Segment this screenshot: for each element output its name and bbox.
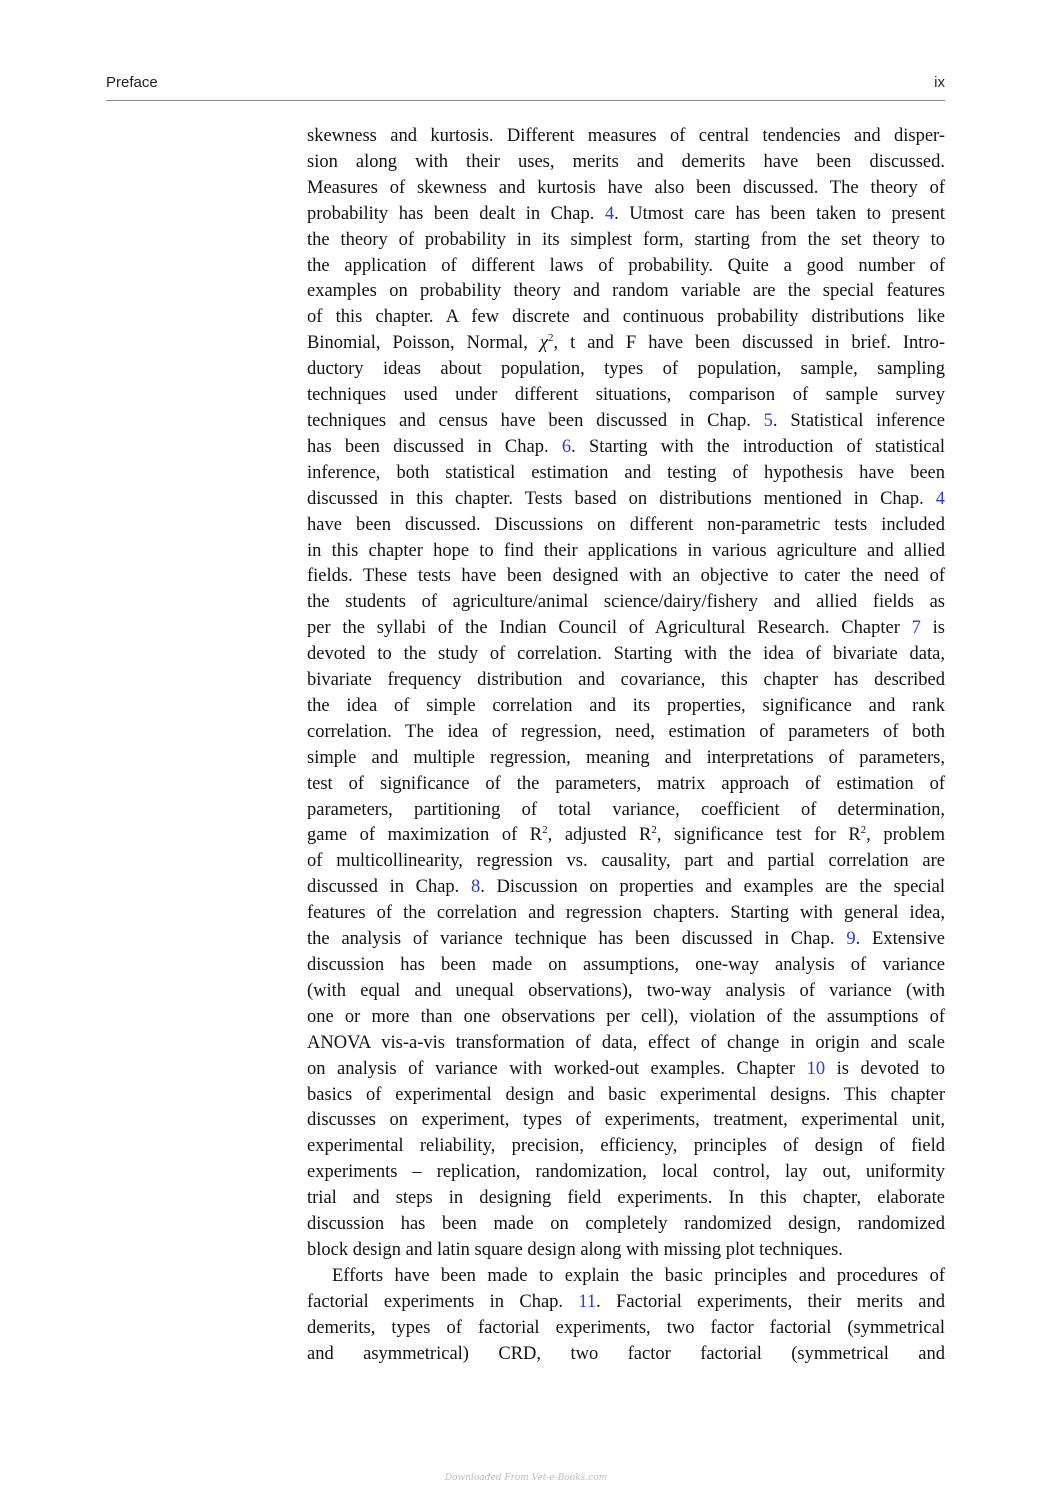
- text-line: [307, 1212, 945, 1238]
- text-line: [307, 798, 945, 824]
- text-line: [307, 1005, 945, 1031]
- text-run: examples on probability theory and random variable are the special features: [307, 281, 945, 302]
- text-run: . Discussion on properties and examples are the special: [480, 877, 945, 898]
- text-run: , t and F have been discussed in brief. Intro-: [553, 333, 945, 354]
- text-run: bivariate frequency distribution and covariance, this chapter has described: [307, 670, 945, 691]
- text-line: [307, 150, 945, 176]
- text-run: probability has been dealt in Chap.: [307, 203, 605, 224]
- text-line: [307, 927, 945, 953]
- text-line: [307, 1108, 945, 1134]
- paragraph: [307, 124, 945, 1264]
- text-run: techniques used under different situations, comparison of sample survey: [307, 385, 945, 406]
- text-run: basics of experimental design and basic experimental designs. This chapter: [307, 1084, 945, 1105]
- text-line: [307, 124, 945, 150]
- text-run: have been discussed. Discussions on different non-parametric tests included: [307, 514, 945, 535]
- text-line: [307, 642, 945, 668]
- text-run: per the syllabi of the Indian Council of Agricultural Research. Chapter: [307, 618, 912, 639]
- text-run: sion along with their uses, merits and demerits have been discussed.: [307, 151, 945, 172]
- text-run: techniques and census have been discussed in Chap.: [307, 410, 764, 431]
- text-run: is devoted to: [825, 1058, 945, 1079]
- text-run: one or more than one observations per cell), violation of the assumptions of: [307, 1006, 945, 1027]
- text-line: [307, 746, 945, 772]
- text-line: [307, 979, 945, 1005]
- text-run: inference, both statistical estimation and testing of hypothesis have been: [307, 462, 945, 483]
- text-run: , significance test for R: [656, 825, 861, 846]
- text-run: , problem: [866, 825, 945, 846]
- chi-symbol: χ: [539, 333, 548, 354]
- chapter-link[interactable]: 11: [578, 1291, 597, 1312]
- text-line: [307, 1134, 945, 1160]
- text-run: of this chapter. A few discrete and continuous probability distributions like: [307, 307, 945, 328]
- text-line: [307, 305, 945, 331]
- text-line: [307, 953, 945, 979]
- text-line: [307, 357, 945, 383]
- text-run: skewness and kurtosis. Different measures of central tendencies and disper-: [307, 126, 945, 146]
- text-line: [307, 331, 945, 357]
- text-run: . Extensive: [855, 929, 945, 950]
- text-run: factorial experiments in Chap.: [307, 1291, 579, 1312]
- text-line: [307, 254, 945, 280]
- text-run: Binomial, Poisson, Normal,: [307, 333, 540, 354]
- text-line: [307, 668, 945, 694]
- text-run: the students of agriculture/animal science/dairy/fishery and allied fields as: [307, 592, 945, 613]
- text-line: [307, 875, 945, 901]
- text-line: [307, 590, 945, 616]
- text-run: trial and steps in designing field experiments. In this chapter, elaborate: [307, 1188, 945, 1209]
- text-run: Efforts have been made to explain the basic principles and procedures of: [332, 1265, 945, 1286]
- text-line: [307, 1057, 945, 1083]
- text-run: is: [920, 618, 945, 639]
- text-line: [307, 1031, 945, 1057]
- text-line: [307, 772, 945, 798]
- text-run: parameters, partitioning of total variance, coefficient of determination,: [307, 799, 945, 820]
- text-line: [307, 202, 945, 228]
- text-run: correlation. The idea of regression, need, estimation of parameters of both: [307, 721, 945, 742]
- text-run: devoted to the study of correlation. Starting with the idea of bivariate data,: [307, 644, 945, 665]
- chapter-link[interactable]: 8: [470, 877, 481, 898]
- text-line: [307, 720, 945, 746]
- text-run: the idea of simple correlation and its properties, significance and rank: [307, 695, 945, 716]
- text-line: [307, 409, 945, 435]
- text-run: ANOVA vis-a-vis transformation of data, effect of change in origin and scale: [307, 1032, 945, 1053]
- text-run: discussed in this chapter. Tests based on distributions mentioned in Chap.: [307, 488, 936, 509]
- text-run: . Utmost care has been taken to present: [614, 203, 945, 224]
- text-line: [307, 1083, 945, 1109]
- text-line: [307, 279, 945, 305]
- text-run: game of maximization of R: [307, 825, 543, 846]
- text-line: [307, 539, 945, 565]
- text-run: the analysis of variance technique has been discussed in Chap.: [307, 929, 847, 950]
- text-line: [307, 564, 945, 590]
- chapter-link[interactable]: 10: [806, 1058, 826, 1079]
- text-line: [307, 901, 945, 927]
- text-run: experiments – replication, randomization, local control, lay out, uniformity: [307, 1162, 945, 1183]
- body-text: [307, 124, 945, 1368]
- text-run: , adjusted R: [547, 825, 652, 846]
- text-line: [307, 487, 945, 513]
- page-number: ix: [934, 74, 945, 91]
- text-run: discussion has been made on assumptions, one-way analysis of variance: [307, 955, 945, 975]
- text-line: [307, 694, 945, 720]
- text-run: in this chapter hope to find their applications in various agriculture and allied: [307, 540, 945, 561]
- text-run: (with equal and unequal observations), two-way analysis of variance (with: [307, 980, 945, 1001]
- text-run: and asymmetrical) CRD, two factor factorial (symmetrical and: [307, 1343, 945, 1364]
- text-line: [307, 1264, 945, 1290]
- text-line: [307, 1186, 945, 1212]
- chapter-link[interactable]: 7: [911, 618, 921, 639]
- text-run: . Factorial experiments, their merits and: [596, 1291, 945, 1312]
- text-line: [307, 383, 945, 409]
- superscript: 2: [547, 332, 554, 345]
- text-line: [307, 435, 945, 461]
- text-run: block design and latin square design along with missing plot techniques.: [307, 1239, 843, 1260]
- text-line: [307, 1160, 945, 1186]
- text-run: discussed in Chap.: [307, 877, 471, 898]
- superscript: 2: [860, 824, 867, 837]
- text-line: [307, 228, 945, 254]
- running-header: [106, 70, 945, 101]
- text-line: [307, 849, 945, 875]
- text-run: ductory ideas about population, types of population, sample, sampling: [307, 359, 945, 380]
- superscript: 2: [651, 824, 657, 837]
- text-run: experimental reliability, precision, efficiency, principles of design of field: [307, 1136, 945, 1157]
- text-line: [307, 1342, 945, 1368]
- text-run: the theory of probability in its simplest form, starting from the set theory to: [307, 229, 945, 250]
- text-run: simple and multiple regression, meaning and interpretations of parameters,: [307, 747, 945, 768]
- text-run: demerits, types of factorial experiments, two factor factorial (symmetrical: [307, 1317, 945, 1338]
- text-run: of multicollinearity, regression vs. causality, part and partial correlation are: [307, 851, 945, 872]
- paragraph: [307, 1264, 945, 1368]
- text-run: Measures of skewness and kurtosis have also been discussed. The theory of: [307, 177, 945, 198]
- superscript: 2: [542, 824, 548, 837]
- text-line: [307, 513, 945, 539]
- text-run: features of the correlation and regression chapters. Starting with general idea,: [307, 903, 945, 924]
- watermark: Downloaded From Vet-e-Books.com: [444, 1473, 608, 1483]
- text-line: [307, 1238, 945, 1264]
- text-run: discussion has been made on completely randomized design, randomized: [307, 1214, 945, 1235]
- text-line: [307, 1316, 945, 1342]
- chapter-link[interactable]: 5: [763, 410, 773, 431]
- text-run: . Starting with the introduction of statistical: [571, 436, 945, 457]
- text-run: on analysis of variance with worked-out examples. Chapter: [307, 1058, 807, 1079]
- chapter-link[interactable]: 4: [604, 203, 615, 224]
- text-run: the application of different laws of probability. Quite a good number of: [307, 255, 945, 276]
- text-line: [307, 616, 945, 642]
- text-run: has been discussed in Chap.: [307, 436, 562, 457]
- chapter-link[interactable]: 6: [561, 436, 572, 457]
- text-line: [307, 176, 945, 202]
- section-title: Preface: [106, 74, 158, 91]
- text-line: [307, 823, 945, 849]
- chapter-link[interactable]: 9: [846, 929, 856, 950]
- text-line: [307, 461, 945, 487]
- text-run: discusses on experiment, types of experiments, treatment, experimental unit,: [307, 1110, 945, 1131]
- text-line: [307, 1290, 945, 1316]
- text-run: fields. These tests have been designed with an objective to cater the need of: [307, 566, 945, 587]
- text-run: test of significance of the parameters, matrix approach of estimation of: [307, 773, 945, 794]
- text-run: . Statistical inference: [772, 410, 945, 431]
- chapter-link[interactable]: 4: [935, 488, 945, 509]
